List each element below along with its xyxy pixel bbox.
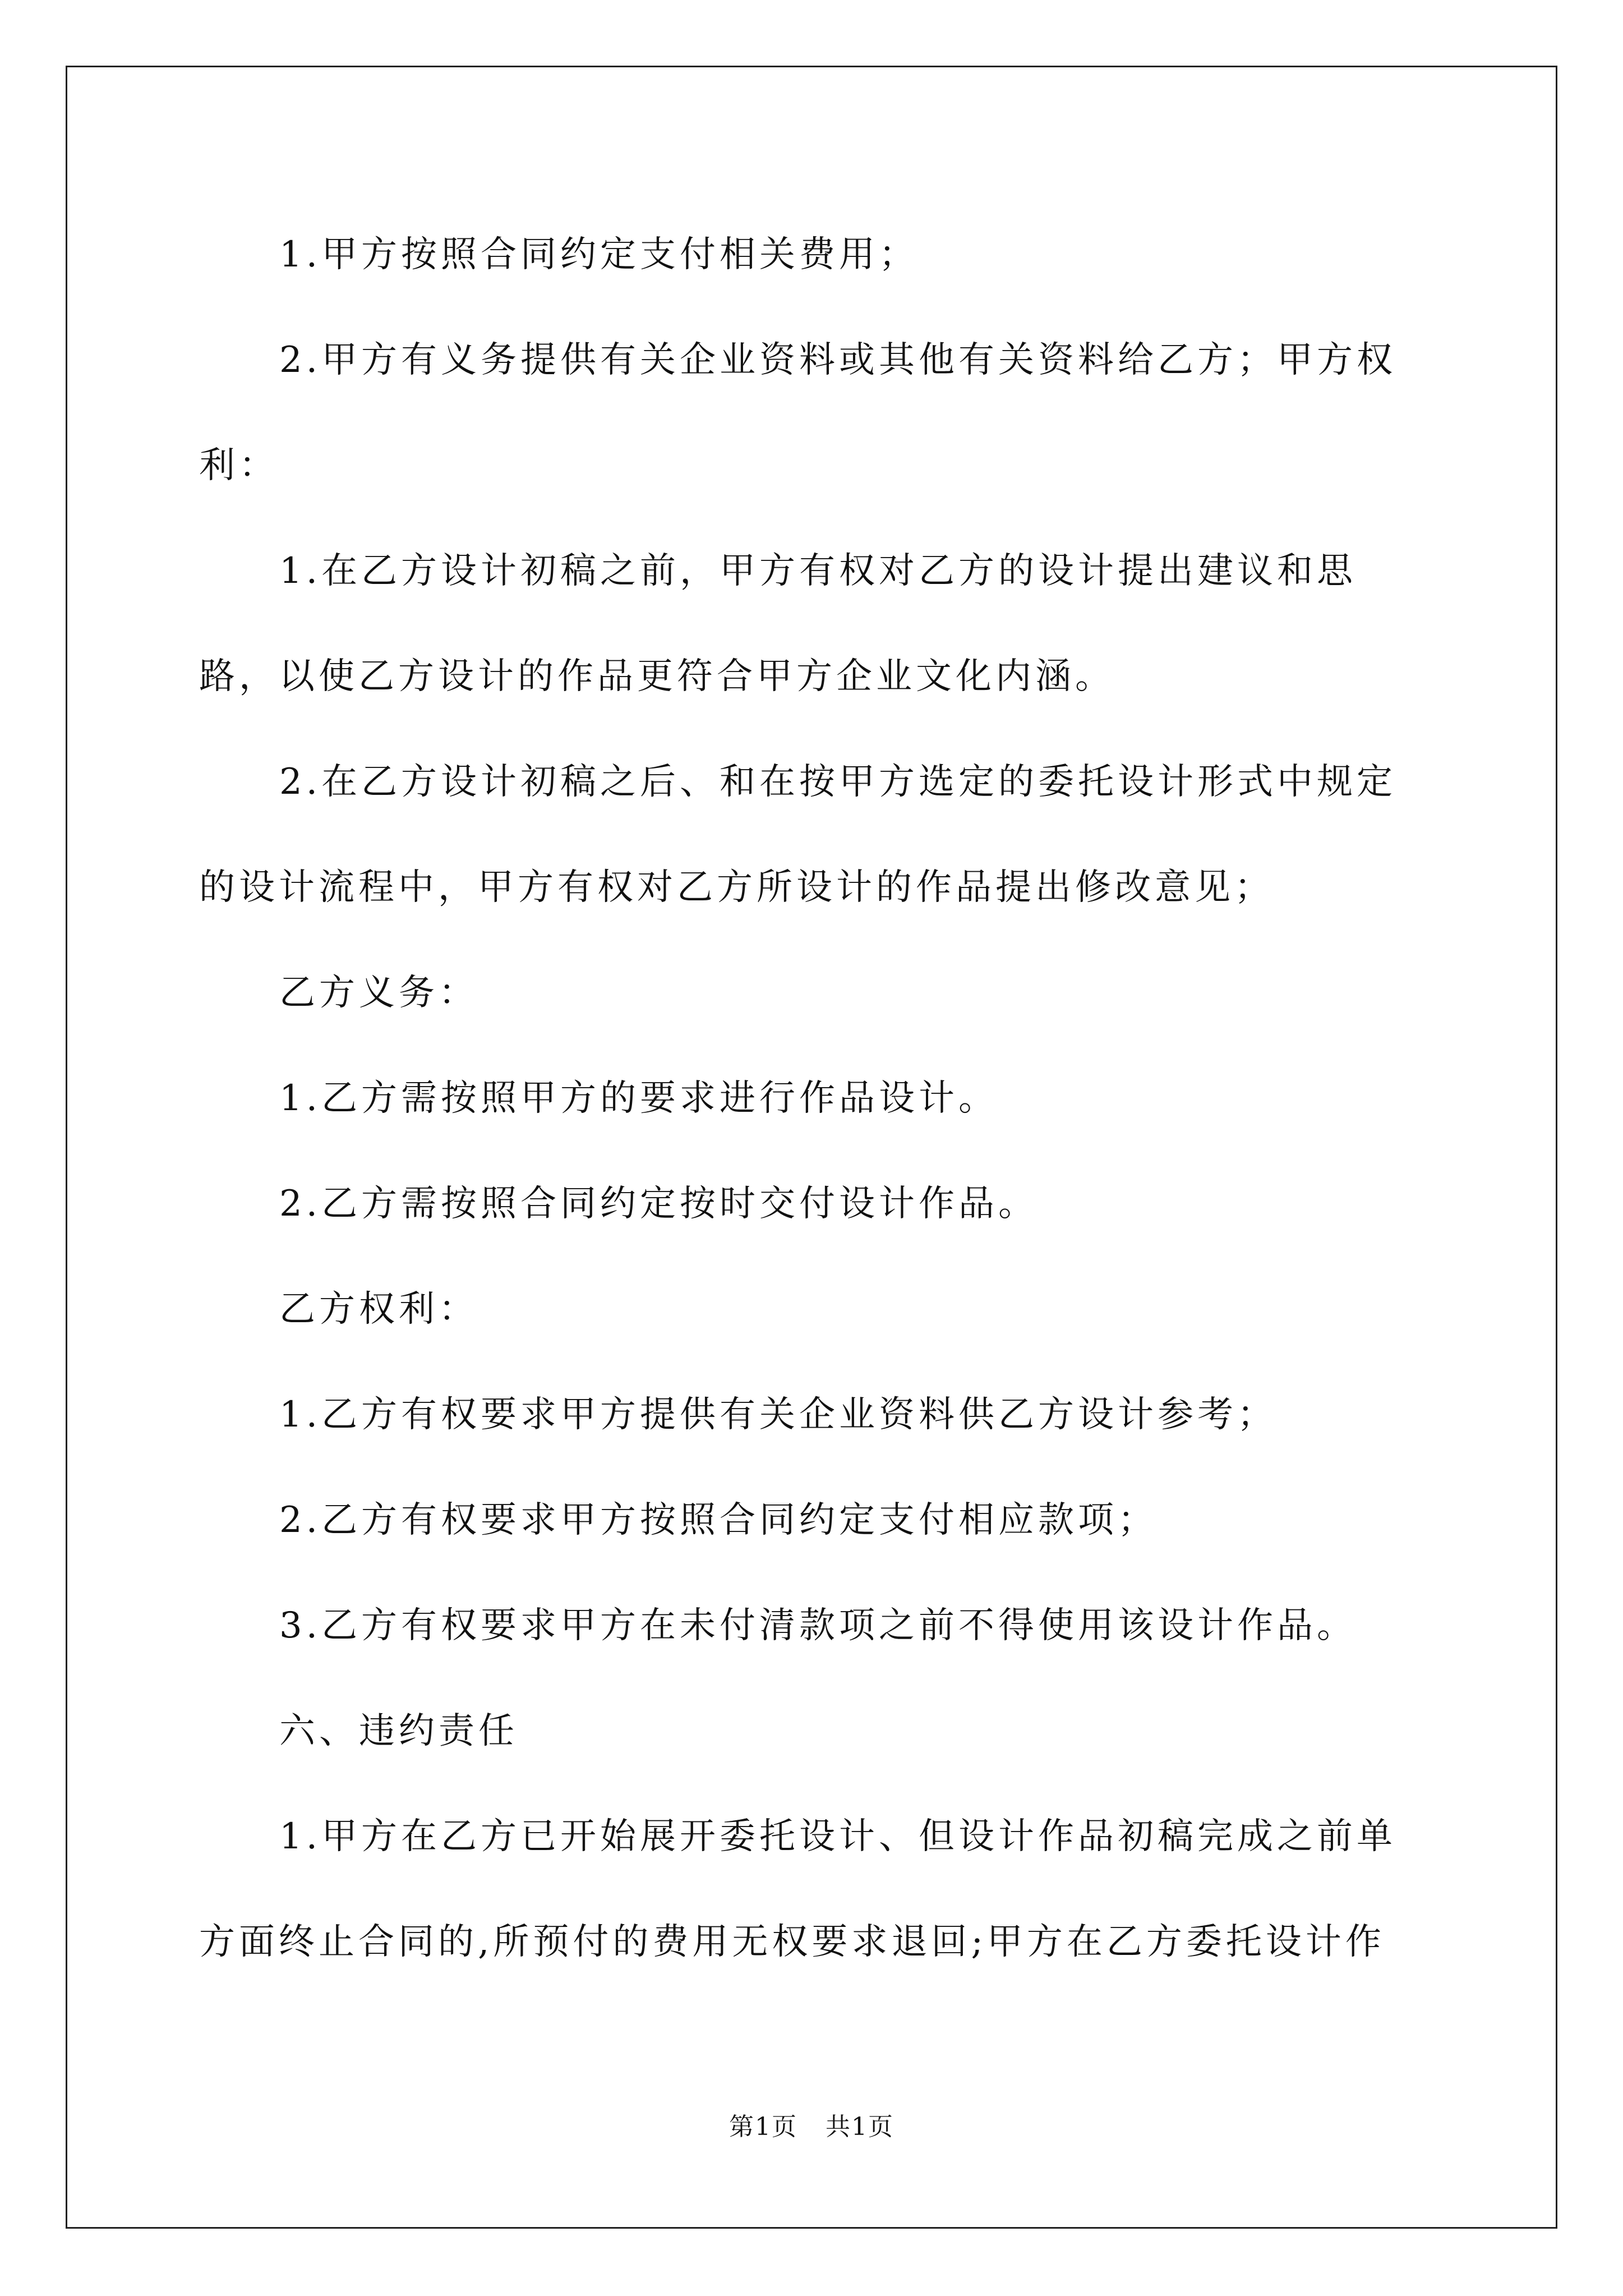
paragraph: 1.甲方在乙方已开始展开委托设计、但设计作品初稿完成之前单方面终止合同的,所预付的费用无权要求退回;甲方在乙方委托设计作 — [199, 1816, 1397, 1963]
page-total: 共1页 — [826, 2113, 894, 2141]
paragraph: 2.在乙方设计初稿之后、和在按甲方选定的委托设计形式中规定的设计流程中，甲方有权对乙方所设计的作品提出修改意见； — [199, 761, 1397, 908]
paragraph: 1.甲方按照合同约定支付相关费用； — [279, 234, 919, 275]
paragraph: 乙方义务： — [279, 972, 478, 1014]
page-number: 第1页 — [729, 2113, 797, 2141]
paragraph: 1.在乙方设计初稿之前，甲方有权对乙方的设计提出建议和思路，以使乙方设计的作品更符合甲方企业文化内涵。 — [199, 550, 1357, 697]
section-heading: 六、违约责任 — [279, 1710, 518, 1752]
paragraph: 1.乙方有权要求甲方提供有关企业资料供乙方设计参考； — [279, 1394, 1278, 1435]
paragraph: 2.乙方有权要求甲方按照合同约定支付相应款项； — [279, 1499, 1158, 1541]
paragraph: 1.乙方需按照甲方的要求进行作品设计。 — [279, 1078, 999, 1119]
paragraph: 乙方权利： — [279, 1289, 478, 1330]
paragraph: 2.甲方有义务提供有关企业资料或其他有关资料给乙方；甲方权利： — [199, 339, 1397, 486]
paragraph: 3.乙方有权要求甲方在未付清款项之前不得使用该设计作品。 — [279, 1605, 1357, 1646]
page-footer — [0, 2106, 1623, 2142]
paragraph: 2.乙方需按照合同约定按时交付设计作品。 — [279, 1183, 1039, 1225]
document-body — [199, 202, 1427, 1995]
